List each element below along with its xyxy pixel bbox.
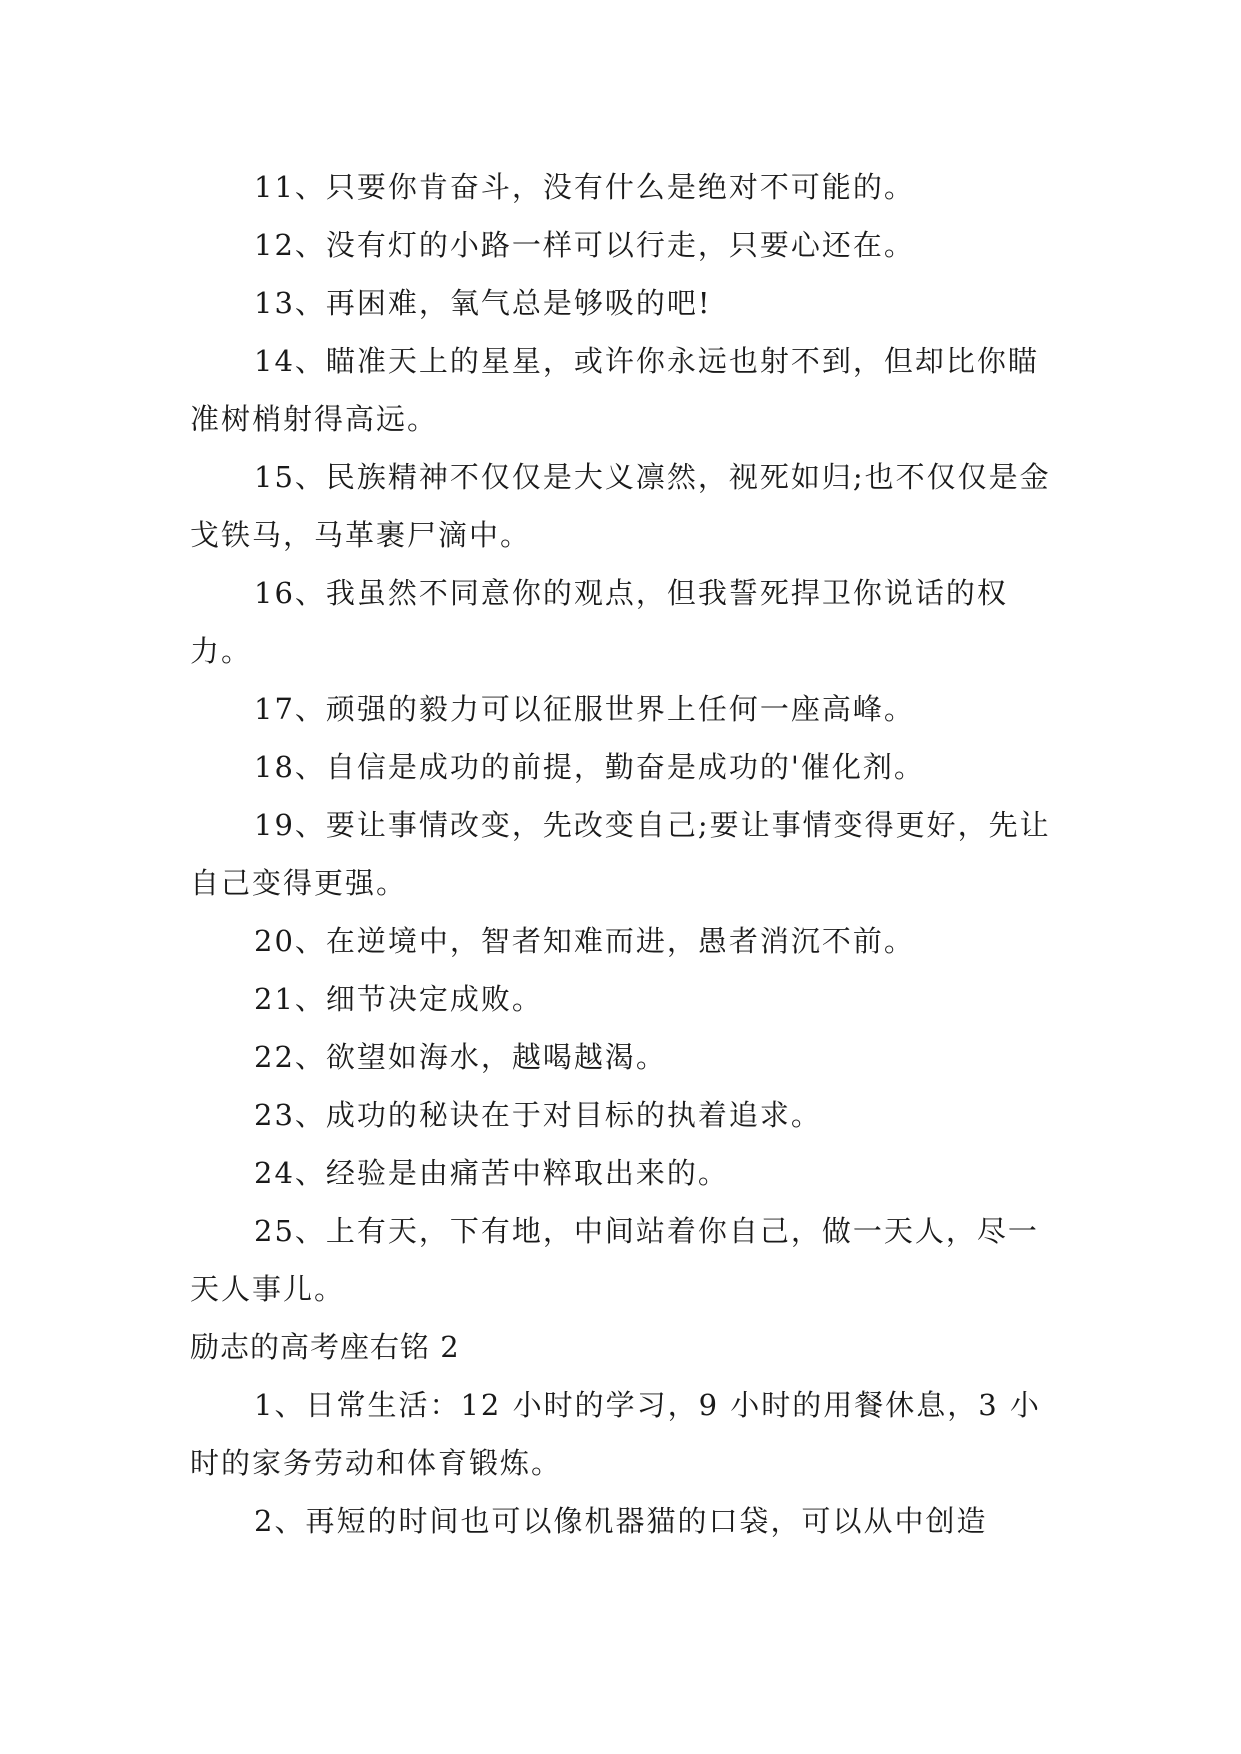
motto-item-20: 20、在逆境中，智者知难而进，愚者消沉不前。 <box>254 924 915 958</box>
section-item-2: 2、再短的时间也可以像机器猫的口袋，可以从中创造 <box>254 1504 988 1538</box>
document-body <box>190 158 1052 1550</box>
motto-item-21: 21、细节决定成败。 <box>254 982 543 1016</box>
section-heading: 励志的高考座右铭 2 <box>190 1330 460 1364</box>
section-item-1: 1、日常生活：12 小时的学习，9 小时的用餐休息，3 小时的家务劳动和体育锻炼。 <box>190 1388 1041 1480</box>
motto-item-12: 12、没有灯的小路一样可以行走，只要心还在。 <box>254 228 915 262</box>
motto-item-24: 24、经验是由痛苦中粹取出来的。 <box>254 1156 729 1190</box>
motto-item-16: 16、我虽然不同意你的观点，但我誓死捍卫你说话的权力。 <box>190 576 1008 668</box>
motto-item-22: 22、欲望如海水，越喝越渴。 <box>254 1040 667 1074</box>
motto-item-19: 19、要让事情改变，先改变自己;要让事情变得更好，先让自己变得更强。 <box>190 808 1051 900</box>
motto-item-14: 14、瞄准天上的星星，或许你永远也射不到，但却比你瞄准树梢射得高远。 <box>190 344 1039 436</box>
motto-item-23: 23、成功的秘诀在于对目标的执着追求。 <box>254 1098 822 1132</box>
motto-item-11: 11、只要你肯奋斗，没有什么是绝对不可能的。 <box>254 170 915 204</box>
motto-item-15: 15、民族精神不仅仅是大义凛然，视死如归;也不仅仅是金戈铁马，马革裹尸滴中。 <box>190 460 1051 552</box>
motto-item-18: 18、自信是成功的前提，勤奋是成功的'催化剂。 <box>254 750 925 784</box>
motto-item-13: 13、再困难，氧气总是够吸的吧! <box>254 286 712 320</box>
motto-item-25: 25、上有天，下有地，中间站着你自己，做一天人，尽一天人事儿。 <box>190 1214 1039 1306</box>
motto-item-17: 17、顽强的毅力可以征服世界上任何一座高峰。 <box>254 692 915 726</box>
